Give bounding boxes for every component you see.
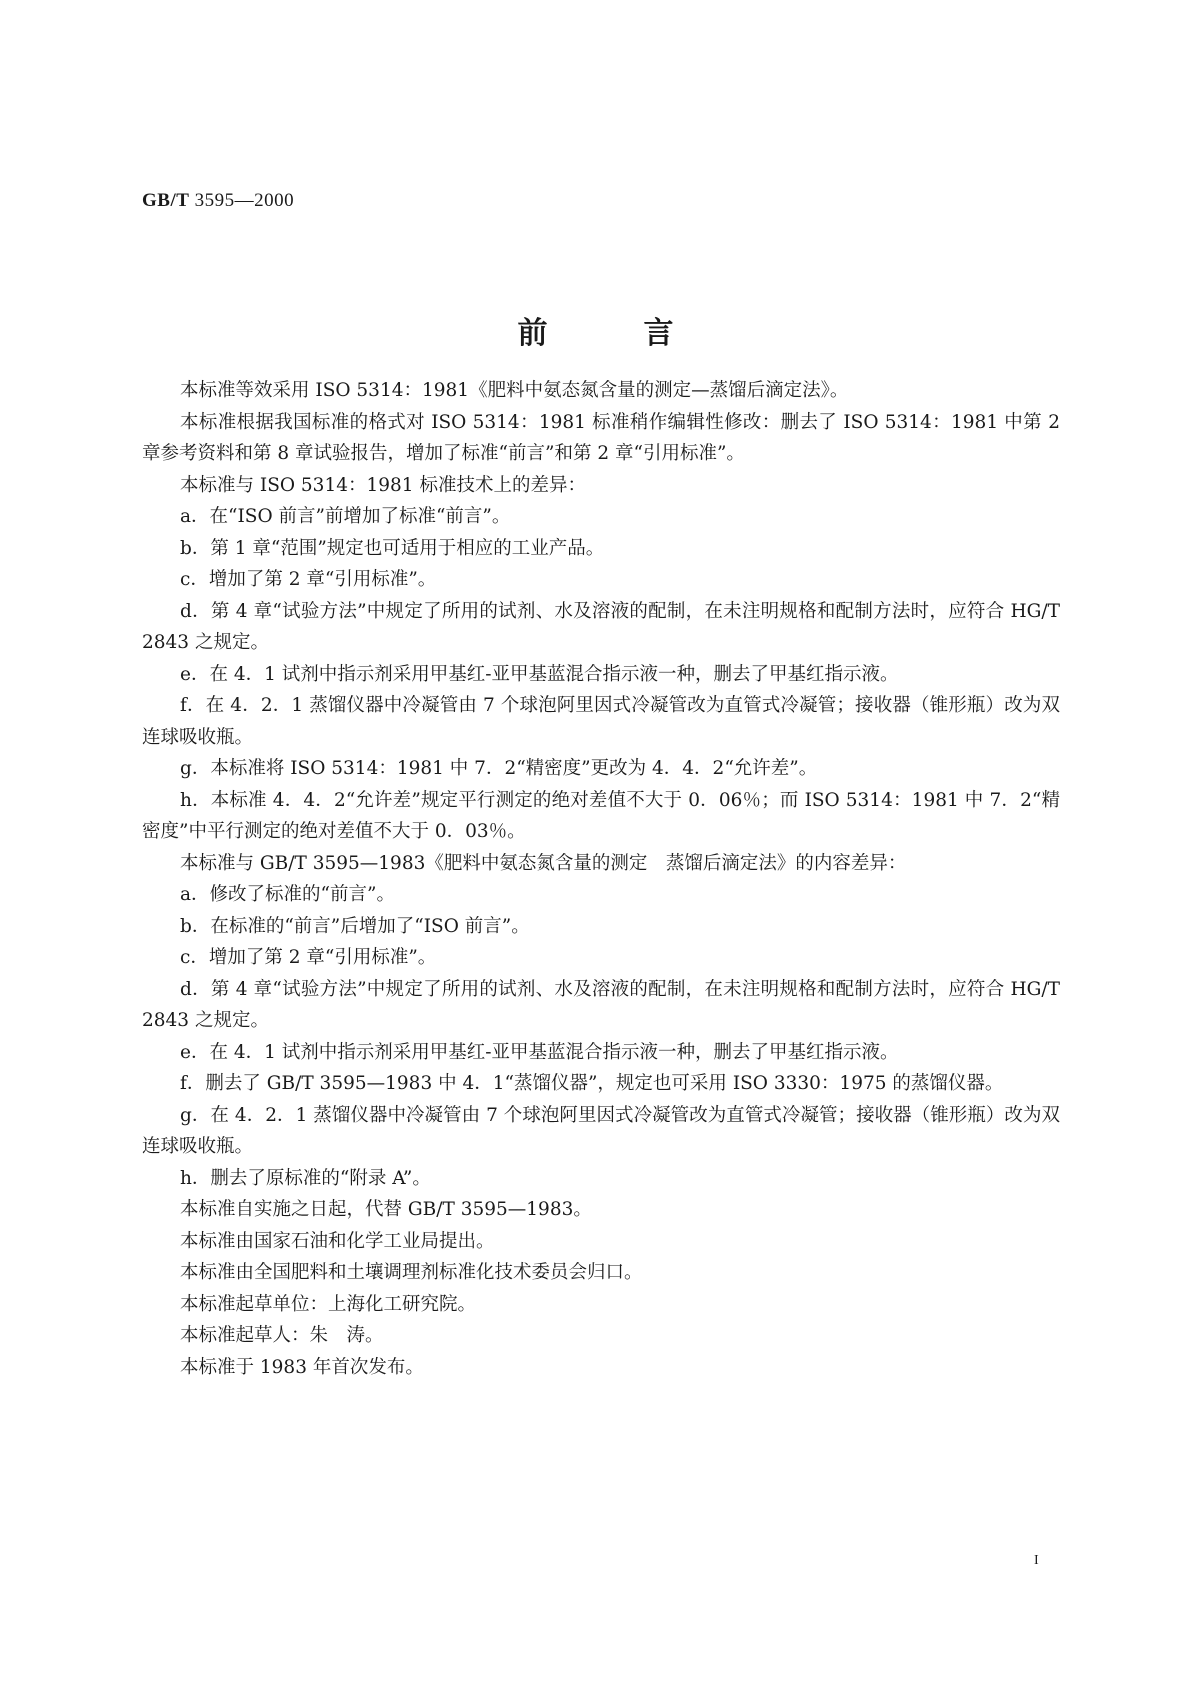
list-item: b．在标准的“前言”后增加了“ISO 前言”。 (180, 915, 530, 937)
paragraph: 本标准根据我国标准的格式对 ISO 5314：1981 标准稍作编辑性修改：删去了 ISO 5314：1981 中第 2 章参考资料和第 8 章试验报告，增加了标准“前言”和第 2 章“引用标准”。 (142, 411, 1060, 464)
list-item: a．修改了标准的“前言”。 (180, 884, 395, 905)
list-item: h．删去了原标准的“附录 A”。 (180, 1167, 431, 1189)
standard-code (142, 190, 294, 212)
list-item: a．在“ISO 前言”前增加了标准“前言”。 (180, 506, 511, 527)
list-item: e．在 4．1 试剂中指示剂采用甲基红-亚甲基蓝混合指示液一种，删去了甲基红指示液。 (180, 663, 899, 685)
list-item: f．在 4．2．1 蒸馏仪器中冷凝管由 7 个球泡阿里因式冷凝管改为直管式冷凝管；接收器（锥形瓶）改为双连球吸收瓶。 (142, 695, 1060, 748)
paragraph: 本标准于 1983 年首次发布。 (180, 1356, 424, 1378)
standard-code-prefix: GB/T (142, 190, 190, 211)
paragraph: 本标准与 GB/T 3595—1983《肥料中氨态氮含量的测定 蒸馏后滴定法》的内容差异： (180, 852, 907, 874)
page-title: 前言 (517, 316, 770, 351)
paragraph: 本标准起草人：朱 涛。 (180, 1325, 384, 1346)
foreword-body (142, 375, 1060, 1383)
standard-code-number: 3595—2000 (194, 190, 295, 211)
paragraph: 本标准由全国肥料和土壤调理剂标准化技术委员会归口。 (180, 1262, 643, 1283)
list-item: d．第 4 章“试验方法”中规定了所用的试剂、水及溶液的配制，在未注明规格和配制方法时，应符合 HG/T 2843 之规定。 (142, 978, 1060, 1031)
list-item: c．增加了第 2 章“引用标准”。 (180, 569, 437, 590)
list-item: f．删去了 GB/T 3595—1983 中 4．1“蒸馏仪器”，规定也可采用 ISO 3330：1975 的蒸馏仪器。 (180, 1073, 1004, 1094)
list-item: g．本标准将 ISO 5314：1981 中 7．2“精密度”更改为 4．4．2“允许差”。 (180, 758, 818, 779)
page-number: I (1034, 1553, 1039, 1568)
paragraph: 本标准起草单位：上海化工研究院。 (180, 1293, 477, 1315)
list-item: d．第 4 章“试验方法”中规定了所用的试剂、水及溶液的配制，在未注明规格和配制方法时，应符合 HG/T 2843 之规定。 (142, 600, 1060, 653)
paragraph: 本标准自实施之日起，代替 GB/T 3595—1983。 (180, 1199, 592, 1220)
paragraph: 本标准由国家石油和化学工业局提出。 (180, 1230, 495, 1252)
paragraph: 本标准与 ISO 5314：1981 标准技术上的差异： (180, 474, 586, 496)
list-item: h．本标准 4．4．2“允许差”规定平行测定的绝对差值不大于 0．06％；而 ISO 5314：1981 中 7．2“精密度”中平行测定的绝对差值不大于 0．03％。 (142, 789, 1060, 842)
list-item: g．在 4．2．1 蒸馏仪器中冷凝管由 7 个球泡阿里因式冷凝管改为直管式冷凝管；接收器（锥形瓶）改为双连球吸收瓶。 (142, 1104, 1060, 1157)
list-item: e．在 4．1 试剂中指示剂采用甲基红-亚甲基蓝混合指示液一种，删去了甲基红指示液。 (180, 1041, 899, 1063)
paragraph: 本标准等效采用 ISO 5314：1981《肥料中氨态氮含量的测定—蒸馏后滴定法》。 (180, 380, 849, 401)
list-item: b．第 1 章“范围”规定也可适用于相应的工业产品。 (180, 537, 605, 559)
list-item: c．增加了第 2 章“引用标准”。 (180, 947, 437, 968)
